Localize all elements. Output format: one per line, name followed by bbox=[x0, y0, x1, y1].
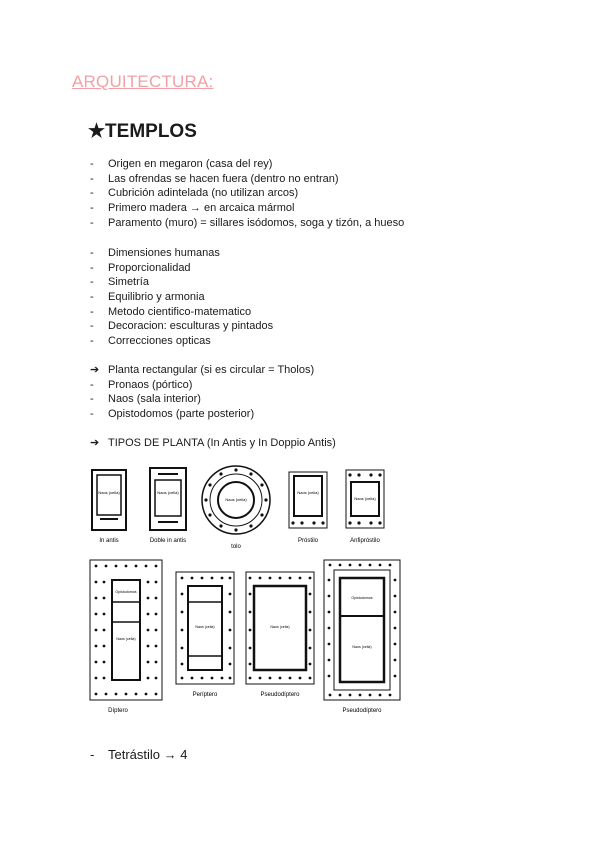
svg-text:Naos (cella): Naos (cella) bbox=[352, 645, 372, 649]
svg-text:Opistodomos: Opistodomos bbox=[115, 590, 137, 594]
svg-text:Pseudodíptero: Pseudodíptero bbox=[260, 692, 300, 698]
section-heading bbox=[88, 120, 197, 143]
svg-text:Díptero: Díptero bbox=[108, 708, 128, 714]
star-icon: ★ bbox=[88, 121, 106, 142]
plan-periptero bbox=[176, 572, 234, 698]
list-item: - Metodo cientifico-matematico bbox=[90, 305, 252, 318]
list-item: - Origen en megaron (casa del rey) bbox=[90, 158, 273, 170]
svg-text:Opistodomos: Opistodomos bbox=[351, 596, 373, 600]
svg-text:Naos (cella): Naos (cella) bbox=[157, 490, 179, 495]
svg-text:tolo: tolo bbox=[231, 544, 241, 550]
svg-text:Doble in antis: Doble in antis bbox=[149, 538, 187, 544]
list-item: - Las ofrendas se hacen fuera (dentro no entran) bbox=[90, 172, 339, 185]
list-item: - Correcciones opticas bbox=[90, 335, 211, 348]
svg-text:Naos (cella): Naos (cella) bbox=[225, 497, 247, 502]
svg-text:Períptero: Períptero bbox=[192, 692, 218, 698]
features-list bbox=[90, 157, 404, 230]
svg-text:Naos (cella): Naos (cella) bbox=[195, 625, 215, 629]
list-item: - Naos (sala interior) bbox=[90, 393, 201, 406]
svg-text:Naos (cella): Naos (cella) bbox=[354, 496, 376, 501]
principles-list bbox=[90, 246, 273, 349]
plan-in-antis bbox=[92, 470, 126, 544]
list-item: ➔ Planta rectangular (si es circular = Tholos) bbox=[90, 364, 315, 376]
plan-types-line bbox=[90, 436, 336, 451]
svg-text:Naos (cella): Naos (cella) bbox=[270, 625, 290, 629]
plan-doble-in-antis bbox=[150, 468, 186, 544]
list-item: - Cubrición adintelada (no utilizan arcos) bbox=[90, 187, 299, 200]
list-item: - Decoracion: esculturas y pintados bbox=[90, 320, 274, 333]
list-item: ➔ TIPOS DE PLANTA (In Antis y In Doppio Antis) bbox=[90, 437, 336, 449]
tetrastilo-line: - Tetrástilo → 4 bbox=[90, 747, 188, 762]
svg-text:Naos (cella): Naos (cella) bbox=[297, 490, 319, 495]
plan-diptero bbox=[90, 560, 162, 714]
svg-text:Naos (cella): Naos (cella) bbox=[98, 490, 120, 495]
svg-text:In antis: In antis bbox=[99, 538, 119, 544]
list-item: - Proporcionalidad bbox=[90, 261, 191, 274]
plan-pseudodiptero-2 bbox=[324, 560, 400, 714]
temple-plans-diagram bbox=[84, 462, 474, 718]
plan-anfiprostilo bbox=[346, 470, 384, 544]
document-title: ARQUITECTURA: bbox=[72, 72, 214, 91]
list-item: - Equilibrio y armonia bbox=[90, 291, 205, 304]
plan-prostilo bbox=[289, 472, 327, 544]
plan-parts-list bbox=[90, 363, 314, 422]
list-item: - Primero madera → en arcaica mármol bbox=[90, 202, 295, 215]
svg-text:Próstilo: Próstilo bbox=[297, 538, 319, 544]
list-item: - Pronaos (pórtico) bbox=[90, 378, 193, 391]
section-heading-text: TEMPLOS bbox=[105, 121, 197, 142]
tetrastilo-text: Tetrástilo → 4 bbox=[108, 747, 188, 762]
svg-text:Naos (cella): Naos (cella) bbox=[116, 637, 136, 641]
list-item: - Simetría bbox=[90, 276, 149, 289]
svg-text:Anfipróstilo: Anfipróstilo bbox=[350, 538, 380, 544]
plan-pseudodiptero bbox=[246, 572, 314, 698]
list-item: - Paramento (muro) = sillares isódomos, soga y tizón, a hueso bbox=[90, 216, 405, 229]
list-item: - Dimensiones humanas bbox=[90, 247, 220, 259]
plan-tholos bbox=[202, 466, 270, 550]
list-item: - Opistodomos (parte posterior) bbox=[90, 408, 255, 421]
svg-text:Pseudodíptero: Pseudodíptero bbox=[342, 708, 382, 714]
